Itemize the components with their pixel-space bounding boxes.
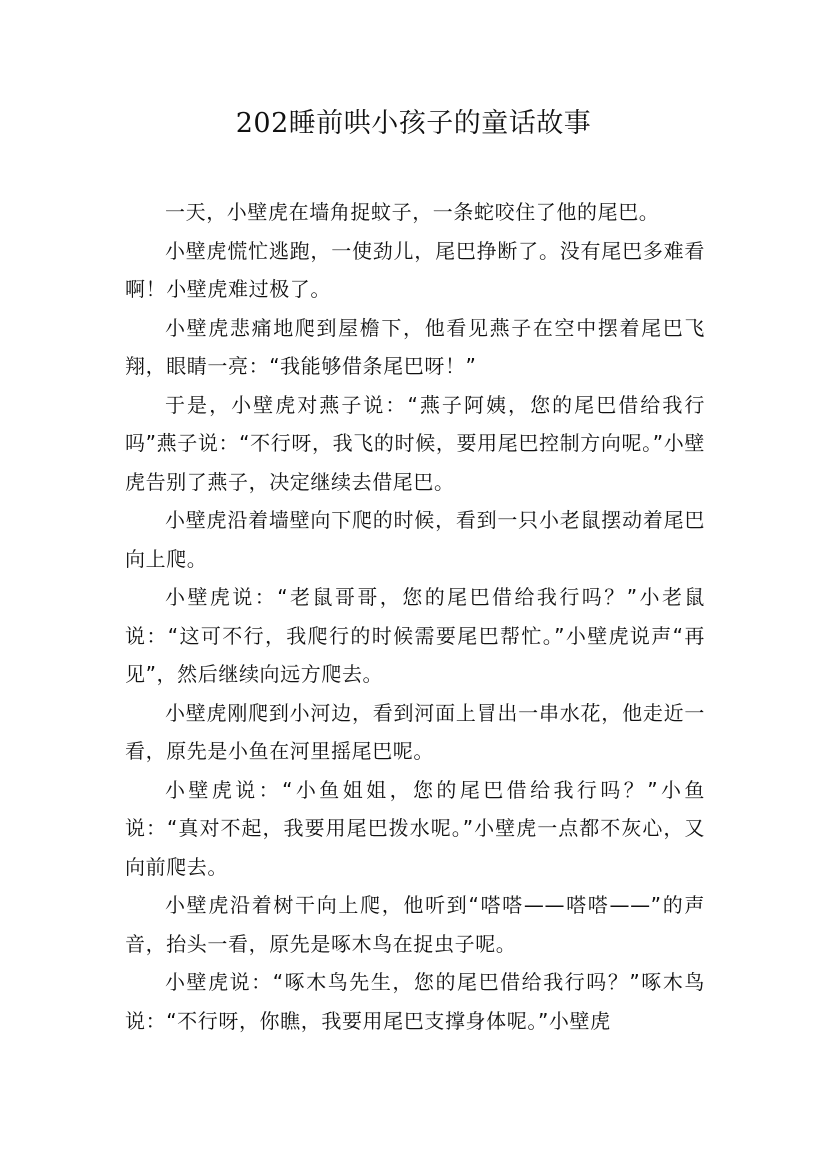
- paragraph: 一天，小壁虎在墙角捉蚊子，一条蛇咬住了他的尾巴。: [165, 200, 660, 224]
- paragraph: 小壁虎刚爬到小河边，看到河面上冒出一串水花，他走近一看，原先是小鱼在河里摇尾巴呢。: [125, 700, 705, 763]
- story-body: [125, 193, 705, 1040]
- paragraph: 小壁虎说：“老鼠哥哥，您的尾巴借给我行吗？”小老鼠说：“这可不行，我爬行的时候需要尾巴帮忙。”小壁虎说声“再见”，然后继续向远方爬去。: [125, 585, 705, 686]
- paragraph: 于是，小壁虎对燕子说：“燕子阿姨，您的尾巴借给我行吗”燕子说：“不行呀，我飞的时候，要用尾巴控制方向呢。”小壁虎告别了燕子，决定继续去借尾巴。: [125, 392, 705, 494]
- paragraph: 小壁虎沿着树干向上爬，他听到“嗒嗒——嗒嗒——”的声音，抬头一看，原先是啄木鸟在捉虫子呢。: [125, 893, 705, 956]
- paragraph: 小壁虎说：“啄木鸟先生，您的尾巴借给我行吗？”啄木鸟说：“不行呀，你瞧，我要用尾巴支撑身体呢。”小壁虎: [125, 970, 705, 1033]
- document-title: 202睡前哄小孩子的童话故事: [235, 108, 592, 139]
- paragraph: 小壁虎悲痛地爬到屋檐下，他看见燕子在空中摆着尾巴飞翔，眼睛一亮：“我能够借条尾巴呀！”: [125, 315, 705, 378]
- paragraph: 小壁虎沿着墙壁向下爬的时候，看到一只小老鼠摆动着尾巴向上爬。: [125, 508, 705, 571]
- paragraph: 小壁虎慌忙逃跑，一使劲儿，尾巴挣断了。没有尾巴多难看啊！小壁虎难过极了。: [125, 238, 705, 301]
- paragraph: 小壁虎说：“小鱼姐姐，您的尾巴借给我行吗？”小鱼说：“真对不起，我要用尾巴拨水呢。”小壁虎一点都不灰心，又向前爬去。: [125, 777, 705, 879]
